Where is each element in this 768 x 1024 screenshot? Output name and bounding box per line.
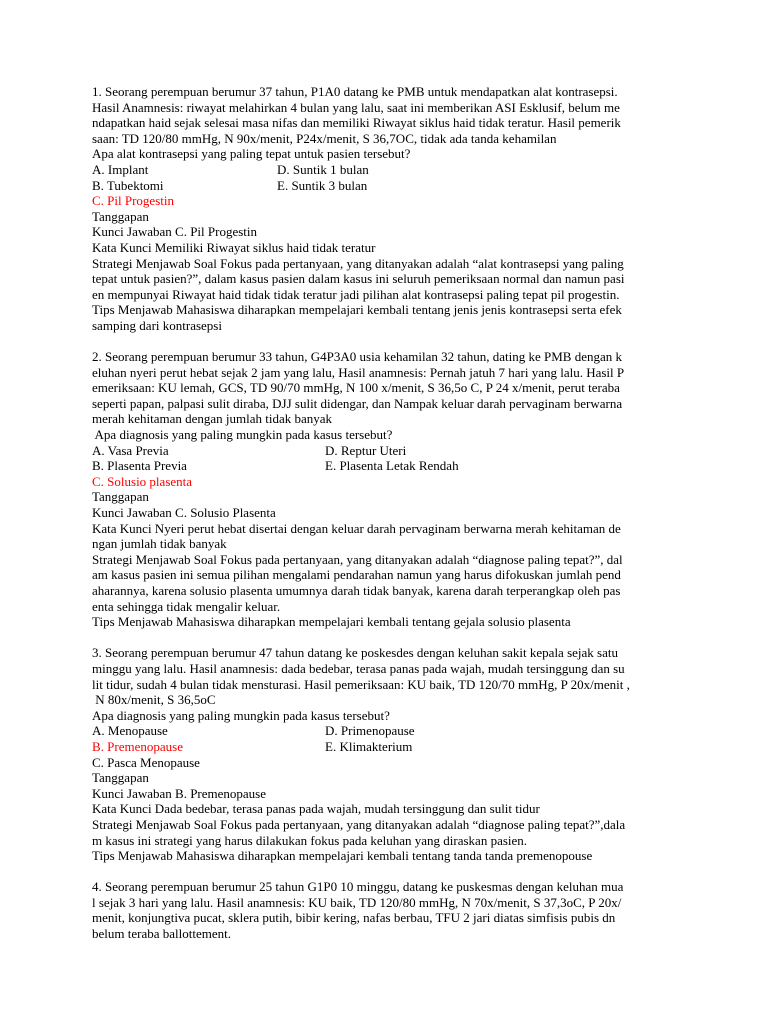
text-line: Tips Menjawab Mahasiswa diharapkan mempelajari kembali tentang tanda tanda premenopouse xyxy=(92,848,593,864)
text-line: Kata Kunci Nyeri perut hebat disertai dengan keluar darah pervaginam berwarna merah kehitaman de xyxy=(92,520,621,536)
text-line: 2. Seorang perempuan berumur 33 tahun, G4P3A0 usia kehamilan 32 tahun, dating ke PMB dengan k xyxy=(92,349,623,365)
explanation xyxy=(92,240,682,334)
text-line: tepat untuk pasien?”, dalam kasus pasien dalam kasus ini seluruh pemeriksaan normal dan namun pasi xyxy=(92,271,625,287)
answer-options xyxy=(92,443,682,490)
text-line: lit tidur, sudah 4 bulan tidak mensturasi. Hasil pemeriksaan: KU baik, TD 120/70 mmHg, P 20x/menit , xyxy=(92,676,630,692)
text-line: am kasus pasien ini semua pilihan mengalami pendarahan namun yang harus difokuskan jumlah pend xyxy=(92,567,621,583)
explanation xyxy=(92,801,682,863)
option-e: E. Suntik 3 bulan xyxy=(277,177,368,193)
text-line: Hasil Anamnesis: riwayat melahirkan 4 bulan yang lalu, saat ini memberikan ASI Esklusif, belum me xyxy=(92,99,620,115)
text-line: ndapatkan haid sejak selesai masa nifas dan memiliki Riwayat siklus haid tidak teratur. Hasil pemerik xyxy=(92,115,621,131)
document-page xyxy=(92,84,682,942)
option-b: B. Plasenta Previa xyxy=(92,458,187,474)
text-line: merah kehitaman dengan jumlah tidak banyak xyxy=(92,411,333,427)
text-line: enta sehingga tidak mengalir keluar. xyxy=(92,598,281,614)
text-line: minggu yang lalu. Hasil anamnesis: dada bedebar, terasa panas pada wajah, mudah tersinggung dan su xyxy=(92,660,625,676)
text-line: emeriksaan: KU lemah, GCS, TD 90/70 mmHg, N 100 x/menit, S 36,5o C, P 24 x/menit, perut teraba xyxy=(92,380,620,396)
tanggapan-heading: Tanggapan xyxy=(92,208,149,224)
text-line: Strategi Menjawab Soal Fokus pada pertanyaan, yang ditanyakan adalah “diagnose paling tepat?”,dala xyxy=(92,816,626,832)
option-b-correct: B. Premenopause xyxy=(92,738,183,754)
option-b: B. Tubektomi xyxy=(92,177,164,193)
text-line: Apa alat kontrasepsi yang paling tepat untuk pasien tersebut? xyxy=(92,146,411,162)
text-line: Tips Menjawab Mahasiswa diharapkan mempelajari kembali tentang gejala solusio plasenta xyxy=(92,614,571,630)
text-line: saan: TD 120/80 mmHg, N 90x/menit, P24x/menit, S 36,7OC, tidak ada tanda kehamilan xyxy=(92,130,557,146)
option-a: A. Implant xyxy=(92,161,149,177)
text-line: Kata Kunci Memiliki Riwayat siklus haid tidak teratur xyxy=(92,239,376,255)
paragraph-gap xyxy=(92,864,682,880)
text-line: Kata Kunci Dada bedebar, terasa panas pada wajah, mudah tersinggung dan sulit tidur xyxy=(92,801,540,817)
answer-key: Kunci Jawaban C. Pil Progestin xyxy=(92,224,258,240)
option-c-correct: C. Solusio plasenta xyxy=(92,473,193,489)
text-line: eluhan nyeri perut hebat sejak 2 jam yang lalu, Hasil anamnesis: Pernah jatuh 7 hari yang lalu. Hasil P xyxy=(92,364,625,380)
text-line: 4. Seorang perempuan berumur 25 tahun G1P0 10 minggu, datang ke puskesmas dengan keluhan mua xyxy=(92,879,624,895)
text-line: Apa diagnosis yang paling mungkin pada kasus tersebut? xyxy=(92,427,393,443)
text-line: samping dari kontrasepsi xyxy=(92,317,222,333)
text-line: l sejak 3 hari yang lalu. Hasil anamnesis: KU baik, TD 120/80 mmHg, N 70x/menit, S 37,3oC, P 20x/ xyxy=(92,894,622,910)
text-line: 3. Seorang perempuan berumur 47 tahun datang ke poskesdes dengan keluhan sakit kepala sejak satu xyxy=(92,645,618,661)
paragraph-gap xyxy=(92,334,682,350)
tanggapan-heading: Tanggapan xyxy=(92,770,149,786)
text-line: ngan jumlah tidak banyak xyxy=(92,536,227,552)
text-line: Strategi Menjawab Soal Fokus pada pertanyaan, yang ditanyakan adalah “diagnose paling tepat?”, dal xyxy=(92,551,623,567)
explanation xyxy=(92,521,682,630)
option-a: A. Vasa Previa xyxy=(92,442,169,458)
answer-options xyxy=(92,162,682,209)
text-line: Tips Menjawab Mahasiswa diharapkan mempelajari kembali tentang jenis jenis kontrasepsi serta efek xyxy=(92,302,622,318)
question-1 xyxy=(92,84,682,334)
question-stem xyxy=(92,84,682,162)
text-line: en mempunyai Riwayat haid tidak tidak teratur jadi pilihan alat kontrasepsi paling tepat pil progestin. xyxy=(92,286,620,302)
tanggapan-heading: Tanggapan xyxy=(92,489,149,505)
text-line: seperti papan, palpasi sulit diraba, DJJ sulit didengar, dan Nampak keluar darah pervaginam berwarna xyxy=(92,395,623,411)
option-c-correct: C. Pil Progestin xyxy=(92,193,174,209)
paragraph-gap xyxy=(92,630,682,646)
question-stem xyxy=(92,645,682,723)
answer-key: Kunci Jawaban B. Premenopause xyxy=(92,785,267,801)
option-d: D. Primenopause xyxy=(325,723,415,739)
option-a: A. Menopause xyxy=(92,723,168,739)
question-stem xyxy=(92,349,682,443)
question-stem xyxy=(92,879,682,941)
text-line: menit, konjungtiva pucat, sklera putih, bibir kering, nafas berbau, TFU 2 jari diatas simfisis pubis dn xyxy=(92,910,616,926)
text-line: belum teraba ballottement. xyxy=(92,926,231,942)
answer-key: Kunci Jawaban C. Solusio Plasenta xyxy=(92,505,276,521)
question-2 xyxy=(92,349,682,630)
question-4 xyxy=(92,879,682,941)
question-3 xyxy=(92,645,682,863)
answer-options xyxy=(92,723,682,770)
text-line: m kasus ini strategi yang harus dilakukan fokus pada keluhan yang diraskan pasien. xyxy=(92,832,528,848)
option-c: C. Pasca Menopause xyxy=(92,754,200,770)
text-line: aharannya, karena solusio plasenta umumnya darah tidak banyak, karena darah terperangkap oleh pas xyxy=(92,583,621,598)
text-line: Strategi Menjawab Soal Fokus pada pertanyaan, yang ditanyakan adalah “alat kontrasepsi yang paling xyxy=(92,255,624,271)
text-line: N 80x/menit, S 36,5oC xyxy=(92,692,216,708)
option-e: E. Plasenta Letak Rendah xyxy=(325,458,459,474)
option-e: E. Klimakterium xyxy=(325,738,413,754)
option-d: D. Suntik 1 bulan xyxy=(277,161,369,177)
text-line: 1. Seorang perempuan berumur 37 tahun, P1A0 datang ke PMB untuk mendapatkan alat kontrasepsi. xyxy=(92,84,618,99)
text-line: Apa diagnosis yang paling mungkin pada kasus tersebut? xyxy=(92,707,390,723)
option-d: D. Reptur Uteri xyxy=(325,442,407,458)
